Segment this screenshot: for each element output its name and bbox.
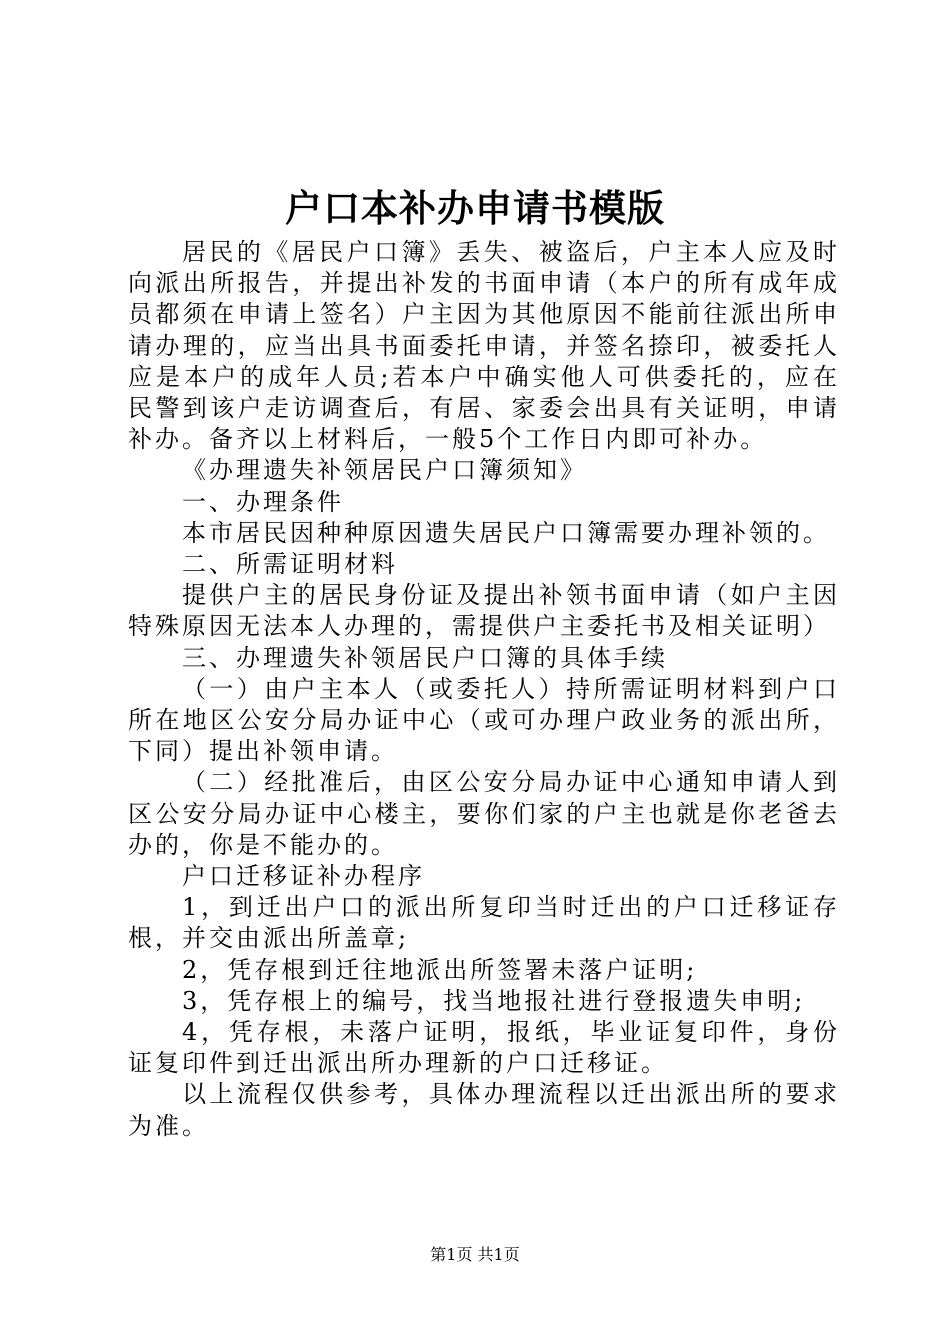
section-heading-conditions: 一、办理条件 (182, 487, 344, 516)
document-body (128, 237, 840, 1142)
document-title: 户口本补办申请书模版 (285, 186, 665, 230)
paragraph-procedure-2: （二）经批准后，由区公安分局办证中心通知申请人到区公安分局办证中心楼主，要你们家的户主也就是你老爸去办的，你是不能办的。 (128, 768, 840, 859)
paragraph-materials: 提供户主的居民身份证及提出补领书面申请（如户主因特殊原因无法本人办理的，需提供户主委托书及相关证明） (128, 581, 840, 641)
section-heading-migration: 户口迁移证补办程序 (182, 862, 425, 891)
page-number-footer: 第1页 共1页 (430, 1245, 520, 1264)
paragraph-step-4: 4，凭存根，未落户证明，报纸，毕业证复印件，身份证复印件到迁出派出所办理新的户口迁移证。 (128, 1018, 840, 1078)
paragraph-step-1: 1，到迁出户口的派出所复印当时迁出的户口迁移证存根，并交由派出所盖章; (128, 893, 840, 953)
section-heading-materials: 二、所需证明材料 (182, 550, 398, 579)
paragraph-procedure-1: （一）由户主本人（或委托人）持所需证明材料到户口所在地区公安分局办证中心（或可办理户政业务的派出所，下同）提出补领申请。 (128, 674, 840, 766)
paragraph-closing: 以上流程仅供参考，具体办理流程以迁出派出所的要求为准。 (128, 1080, 840, 1140)
paragraph-conditions: 本市居民因种种原因遗失居民户口簿需要办理补领的。 (182, 518, 830, 547)
paragraph-step-3: 3，凭存根上的编号，找当地报社进行登报遗失申明; (182, 986, 806, 1015)
section-heading-procedure: 三、办理遗失补领居民户口簿的具体手续 (182, 643, 668, 672)
paragraph-notice-title: 《办理遗失补领居民户口簿须知》 (182, 456, 587, 485)
paragraph-step-2: 2，凭存根到迁往地派出所签署未落户证明; (182, 955, 698, 984)
paragraph-intro: 居民的《居民户口簿》丢失、被盗后，户主本人应及时向派出所报告，并提出补发的书面申请（本户的所有成年成员都须在申请上签名）户主因为其他原因不能前往派出所申请办理的，应当出具书面委托申请，并签名捺印，被委托人应是本户的成年人员;若本户中确实他人可供委托的，应在民警到该户走访调查后，有居、家委会出具有关证明，申请补办。备齐以上材料后，一般5个工作日内即可补办。 (128, 238, 840, 454)
